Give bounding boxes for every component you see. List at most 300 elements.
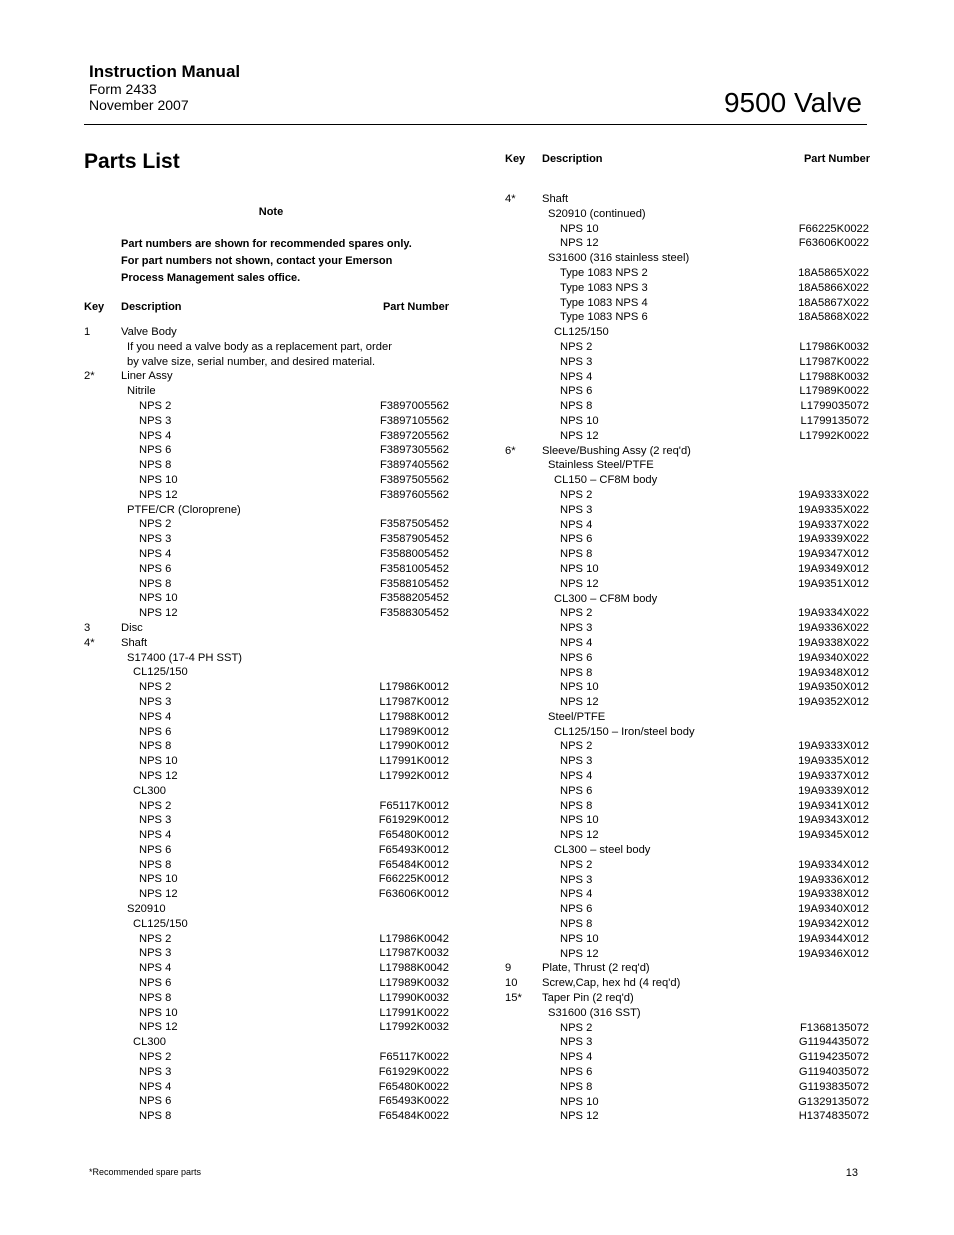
part-description: Shaft — [542, 193, 569, 205]
parts-row — [84, 503, 449, 518]
part-number: L17992K0032 — [379, 1021, 449, 1034]
part-number: 19A9334X022 — [798, 607, 869, 620]
parts-row — [505, 799, 869, 814]
parts-row — [505, 991, 869, 1006]
parts-row — [84, 858, 449, 873]
parts-row — [505, 458, 869, 473]
parts-row — [505, 1095, 869, 1110]
part-description: Type 1083 NPS 2 — [560, 266, 648, 279]
parts-row — [84, 1006, 449, 1021]
parts-row — [505, 902, 869, 917]
parts-row — [84, 399, 449, 414]
part-description: NPS 3 — [560, 755, 593, 768]
part-number-header: Part Number — [803, 153, 870, 165]
right-column-header — [505, 152, 870, 166]
parts-row — [505, 192, 869, 207]
part-number: F3897205562 — [379, 429, 449, 442]
parts-row — [84, 1020, 449, 1035]
parts-row — [505, 370, 869, 385]
part-description: NPS 10 — [139, 873, 178, 886]
part-description: NPS 3 — [139, 533, 172, 546]
part-number: F65117K0012 — [379, 799, 449, 812]
part-number: F65493K0022 — [378, 1095, 449, 1108]
part-description: NPS 10 — [560, 222, 599, 235]
part-description: If you need a valve body as a replacement part, order — [127, 340, 392, 353]
part-description: Sleeve/Bushing Assy (2 req'd) — [542, 444, 691, 457]
part-description: NPS 2 — [139, 932, 172, 945]
part-number: L17990K0032 — [379, 991, 449, 1004]
part-description: NPS 3 — [139, 695, 172, 708]
footnote: *Recommended spare parts — [89, 1167, 202, 1177]
part-description: NPS 10 — [139, 473, 178, 486]
parts-row — [84, 1065, 449, 1080]
part-description: NPS 3 — [139, 947, 172, 960]
part-number: G1194435072 — [798, 1036, 869, 1049]
part-description: NPS 8 — [139, 740, 172, 753]
parts-row — [84, 340, 449, 355]
part-number: 19A9341X012 — [798, 799, 869, 812]
parts-row — [84, 932, 449, 947]
part-number: 18A5865X022 — [798, 266, 869, 279]
part-number: L17989K0032 — [379, 977, 449, 990]
key-number: 4* — [505, 193, 516, 205]
description-header: Description — [542, 153, 603, 165]
parts-row — [505, 1021, 869, 1036]
parts-row — [84, 1109, 449, 1124]
part-number: G1329135072 — [798, 1095, 869, 1108]
publication-date: November 2007 — [89, 97, 189, 113]
part-description: NPS 2 — [139, 399, 172, 412]
part-description: NPS 2 — [139, 1051, 172, 1064]
part-number: L17988K0032 — [799, 370, 869, 383]
key-number: 6* — [505, 444, 516, 457]
part-description: NPS 4 — [560, 1051, 593, 1064]
part-description: NPS 4 — [139, 710, 172, 723]
parts-row — [505, 414, 869, 429]
parts-row — [505, 1050, 869, 1065]
parts-row — [505, 917, 869, 932]
part-description: NPS 12 — [139, 769, 178, 782]
part-description: Type 1083 NPS 4 — [560, 296, 648, 309]
part-description: NPS 2 — [139, 681, 172, 694]
parts-row — [505, 754, 869, 769]
part-description: NPS 12 — [560, 429, 599, 442]
part-number: F3897605562 — [379, 488, 449, 501]
parts-row — [505, 340, 869, 355]
part-description: CL150 – CF8M body — [554, 474, 658, 487]
part-description: NPS 8 — [139, 577, 172, 590]
part-number: L1799035072 — [800, 400, 869, 413]
part-number: L17992K0012 — [379, 769, 449, 782]
parts-row — [84, 769, 449, 784]
part-description: PTFE/CR (Cloroprene) — [127, 503, 241, 516]
part-number: L17986K0012 — [379, 681, 449, 694]
part-description: NPS 8 — [560, 1080, 593, 1093]
part-number: 19A9348X012 — [798, 666, 869, 679]
parts-row — [84, 1050, 449, 1065]
parts-row — [84, 458, 449, 473]
part-description: Taper Pin (2 req'd) — [542, 992, 634, 1005]
part-number: F3897305562 — [379, 444, 449, 457]
part-description: NPS 8 — [560, 918, 593, 931]
parts-row — [84, 917, 449, 932]
parts-row — [84, 429, 449, 444]
part-number: 19A9344X012 — [798, 932, 869, 945]
parts-row — [84, 517, 449, 532]
parts-row — [505, 325, 869, 340]
part-description: Liner Assy — [121, 370, 173, 383]
part-description: NPS 2 — [560, 340, 593, 353]
key-header: Key — [505, 153, 526, 165]
part-number: 19A9338X022 — [798, 636, 869, 649]
parts-row — [505, 399, 869, 414]
part-number: 19A9349X012 — [798, 562, 869, 575]
part-description: S20910 (continued) — [548, 207, 646, 220]
part-description: NPS 2 — [560, 1021, 593, 1034]
parts-row — [84, 813, 449, 828]
part-description: Disc — [121, 621, 143, 634]
part-description: NPS 10 — [560, 681, 599, 694]
part-description: Steel/PTFE — [548, 710, 606, 723]
parts-row — [84, 384, 449, 399]
parts-row — [505, 473, 869, 488]
parts-row — [84, 695, 449, 710]
part-description: Plate, Thrust (2 req'd) — [542, 962, 650, 975]
part-number: F65493K0012 — [378, 843, 449, 856]
part-number: 19A9335X012 — [798, 755, 869, 768]
parts-row — [505, 843, 869, 858]
parts-row — [505, 976, 869, 991]
parts-row — [84, 739, 449, 754]
parts-row — [505, 695, 869, 710]
parts-row — [505, 562, 869, 577]
part-description: NPS 3 — [560, 503, 593, 516]
part-description: NPS 4 — [560, 370, 593, 383]
part-number: 19A9342X012 — [798, 918, 869, 931]
part-number: 19A9351X012 — [798, 577, 869, 590]
part-number: 19A9337X022 — [798, 518, 869, 531]
part-description: Nitrile — [127, 385, 156, 398]
part-description: Type 1083 NPS 3 — [560, 281, 648, 294]
key-number: 2* — [84, 370, 95, 383]
parts-row — [505, 207, 869, 222]
part-number: 18A5867X022 — [798, 296, 869, 309]
part-number: 19A9347X012 — [798, 548, 869, 561]
part-description: NPS 4 — [560, 518, 593, 531]
part-description: S17400 (17-4 PH SST) — [127, 651, 243, 664]
part-description: NPS 4 — [560, 770, 593, 783]
part-number: F65484K0012 — [378, 858, 449, 871]
parts-row — [84, 1094, 449, 1109]
part-number: 18A5868X022 — [798, 311, 869, 324]
parts-row — [505, 1080, 869, 1095]
parts-row — [84, 606, 449, 621]
part-description: NPS 12 — [560, 577, 599, 590]
parts-row — [505, 813, 869, 828]
part-number: 19A9352X012 — [798, 696, 869, 709]
part-number: G1193835072 — [798, 1080, 869, 1093]
parts-row — [84, 784, 449, 799]
parts-row — [84, 532, 449, 547]
part-description: CL125/150 – Iron/steel body — [554, 725, 695, 738]
section-title: Parts List — [84, 150, 180, 173]
part-description: NPS 8 — [139, 459, 172, 472]
part-description: NPS 12 — [139, 488, 178, 501]
parts-row — [84, 725, 449, 740]
part-number: F63606K0022 — [798, 237, 869, 250]
part-description: NPS 6 — [560, 533, 593, 546]
part-description: NPS 2 — [560, 740, 593, 753]
parts-row — [505, 858, 869, 873]
parts-row — [505, 310, 869, 325]
part-description: CL300 – CF8M body — [554, 592, 658, 605]
part-number: F3897505562 — [379, 473, 449, 486]
part-description: NPS 6 — [139, 725, 172, 738]
left-column-header — [84, 300, 449, 314]
part-number: F65117K0022 — [379, 1051, 449, 1064]
part-description: NPS 8 — [139, 1110, 172, 1123]
part-number: G1194035072 — [798, 1066, 869, 1079]
part-number: L17992K0022 — [799, 429, 869, 442]
part-number: 19A9337X012 — [798, 770, 869, 783]
part-number: G1194235072 — [798, 1051, 869, 1064]
part-number: F1368135072 — [799, 1021, 869, 1034]
part-number: L17990K0012 — [379, 740, 449, 753]
part-description: S20910 — [127, 903, 166, 916]
part-description: NPS 6 — [560, 385, 593, 398]
part-number: L17991K0022 — [379, 1006, 449, 1019]
parts-row — [84, 488, 449, 503]
part-number: F3587905452 — [379, 533, 449, 546]
part-description: NPS 4 — [139, 1080, 172, 1093]
parts-row — [84, 562, 449, 577]
part-description: NPS 8 — [560, 799, 593, 812]
part-number: L17991K0012 — [379, 755, 449, 768]
part-number: 19A9350X012 — [798, 681, 869, 694]
part-number: F3897005562 — [379, 399, 449, 412]
parts-row — [505, 355, 869, 370]
part-description: NPS 2 — [560, 488, 593, 501]
parts-row — [505, 710, 869, 725]
parts-row — [505, 873, 869, 888]
part-description: NPS 12 — [560, 829, 599, 842]
form-number: Form 2433 — [89, 81, 157, 97]
parts-row — [84, 1035, 449, 1050]
parts-row — [505, 636, 869, 651]
part-number: F3897105562 — [379, 414, 449, 427]
parts-row — [505, 488, 869, 503]
part-description: NPS 4 — [560, 888, 593, 901]
part-number: F66225K0012 — [378, 873, 449, 886]
part-description: NPS 12 — [139, 607, 178, 620]
part-number: 19A9339X022 — [798, 533, 869, 546]
parts-row — [84, 547, 449, 562]
parts-row — [505, 281, 869, 296]
part-description: NPS 3 — [560, 873, 593, 886]
part-description: NPS 12 — [139, 888, 178, 901]
parts-row — [84, 887, 449, 902]
part-description: CL300 — [133, 1036, 166, 1049]
part-number: L17987K0022 — [799, 355, 869, 368]
part-number: F3588305452 — [379, 607, 449, 620]
parts-row — [84, 325, 449, 340]
part-description: NPS 12 — [139, 1021, 178, 1034]
part-description: NPS 3 — [139, 814, 172, 827]
parts-row — [84, 414, 449, 429]
part-description: NPS 8 — [139, 858, 172, 871]
parts-row — [505, 828, 869, 843]
parts-row — [84, 961, 449, 976]
part-description: NPS 4 — [139, 829, 172, 842]
parts-row — [505, 932, 869, 947]
part-description: NPS 6 — [560, 1066, 593, 1079]
parts-row — [505, 532, 869, 547]
part-description: NPS 3 — [560, 622, 593, 635]
part-description: Type 1083 NPS 6 — [560, 311, 648, 324]
part-description: S31600 (316 SST) — [548, 1006, 641, 1019]
parts-row — [505, 1109, 869, 1124]
part-description: NPS 3 — [560, 355, 593, 368]
part-description: NPS 6 — [139, 843, 172, 856]
parts-row — [505, 621, 869, 636]
parts-row — [84, 651, 449, 666]
part-description: NPS 10 — [560, 562, 599, 575]
parts-row — [505, 577, 869, 592]
parts-row — [84, 991, 449, 1006]
key-number: 4* — [84, 636, 95, 649]
parts-row — [84, 591, 449, 606]
parts-row — [505, 384, 869, 399]
part-number: L17989K0012 — [379, 725, 449, 738]
part-description: CL125/150 — [554, 326, 609, 339]
part-number: 19A9334X012 — [798, 858, 869, 871]
parts-row — [505, 429, 869, 444]
part-number: F3588205452 — [379, 592, 449, 605]
parts-row — [505, 1035, 869, 1050]
part-description: NPS 12 — [560, 1110, 599, 1123]
part-description: CL300 – steel body — [554, 844, 651, 857]
part-description: NPS 3 — [139, 414, 172, 427]
product-title: 9500 Valve — [723, 87, 862, 118]
parts-row — [505, 887, 869, 902]
part-description: NPS 2 — [560, 607, 593, 620]
part-number: 19A9336X022 — [798, 622, 869, 635]
parts-row — [84, 577, 449, 592]
parts-row — [84, 636, 449, 651]
parts-row — [505, 651, 869, 666]
part-description: NPS 3 — [560, 1036, 593, 1049]
part-number: L1799135072 — [800, 414, 869, 427]
part-number: L17989K0022 — [799, 385, 869, 398]
parts-row — [84, 946, 449, 961]
part-number: 19A9333X012 — [798, 740, 869, 753]
part-description: NPS 10 — [560, 1095, 599, 1108]
key-number: 1 — [84, 326, 91, 338]
part-number: 18A5866X022 — [798, 281, 869, 294]
parts-row — [505, 503, 869, 518]
part-description: NPS 10 — [560, 932, 599, 945]
parts-row — [84, 843, 449, 858]
part-number: F61929K0022 — [378, 1065, 449, 1078]
part-number: F3581005452 — [379, 562, 449, 575]
parts-row — [84, 355, 449, 370]
part-description: NPS 4 — [139, 547, 172, 560]
part-number: F65484K0022 — [378, 1110, 449, 1123]
parts-row — [505, 547, 869, 562]
part-description: NPS 10 — [560, 814, 599, 827]
left-parts-list — [84, 325, 449, 1124]
part-description: CL125/150 — [133, 666, 188, 679]
part-description: NPS 2 — [560, 858, 593, 871]
part-number: F66225K0022 — [798, 222, 869, 235]
parts-row — [505, 680, 869, 695]
part-description: CL300 — [133, 784, 166, 797]
page-header — [89, 62, 240, 113]
part-number: L17986K0042 — [379, 932, 449, 945]
part-number: F65480K0022 — [378, 1080, 449, 1093]
part-description: Stainless Steel/PTFE — [548, 459, 654, 472]
parts-row — [505, 236, 869, 251]
parts-row — [84, 710, 449, 725]
parts-row — [84, 799, 449, 814]
part-number: 19A9340X012 — [798, 903, 869, 916]
part-description: NPS 6 — [139, 444, 172, 457]
note-text: Part numbers are shown for recommended spares only. For part numbers not shown, contact your Emerson Process Management sales office. — [121, 238, 412, 284]
part-description: NPS 6 — [139, 977, 172, 990]
part-number: F3588005452 — [379, 547, 449, 560]
part-number: L17988K0042 — [379, 962, 449, 975]
part-number: L17988K0012 — [379, 710, 449, 723]
parts-row — [84, 976, 449, 991]
parts-row — [505, 222, 869, 237]
parts-row — [84, 369, 449, 384]
part-number: 19A9333X022 — [798, 488, 869, 501]
parts-row — [505, 251, 869, 266]
part-description: NPS 6 — [139, 562, 172, 575]
part-number: F3587505452 — [379, 518, 449, 531]
manual-title: Instruction Manual — [89, 62, 241, 81]
part-number: 19A9335X022 — [798, 503, 869, 516]
part-number: L17986K0032 — [799, 340, 869, 353]
parts-row — [505, 666, 869, 681]
part-description: NPS 2 — [139, 799, 172, 812]
part-number: 19A9343X012 — [798, 814, 869, 827]
part-number: 19A9338X012 — [798, 888, 869, 901]
parts-row — [84, 473, 449, 488]
part-description: NPS 2 — [139, 518, 172, 531]
part-description: NPS 4 — [560, 636, 593, 649]
parts-row — [505, 961, 869, 976]
part-description: Valve Body — [121, 326, 177, 338]
right-parts-list — [505, 192, 869, 1124]
parts-row — [505, 784, 869, 799]
parts-row — [84, 902, 449, 917]
part-description: NPS 3 — [139, 1065, 172, 1078]
part-number: 19A9339X012 — [798, 784, 869, 797]
parts-row — [84, 621, 449, 636]
part-description: Screw,Cap, hex hd (4 req'd) — [542, 977, 681, 990]
part-description: NPS 12 — [560, 696, 599, 709]
part-number: 19A9336X012 — [798, 873, 869, 886]
part-number: H1374835072 — [798, 1110, 869, 1123]
part-number: 19A9345X012 — [798, 829, 869, 842]
page-number: 13 — [845, 1167, 858, 1179]
part-number: F3588105452 — [379, 577, 449, 590]
part-description: NPS 12 — [560, 237, 599, 250]
part-description: NPS 6 — [560, 784, 593, 797]
part-description: NPS 10 — [139, 592, 178, 605]
part-description: NPS 10 — [139, 755, 178, 768]
